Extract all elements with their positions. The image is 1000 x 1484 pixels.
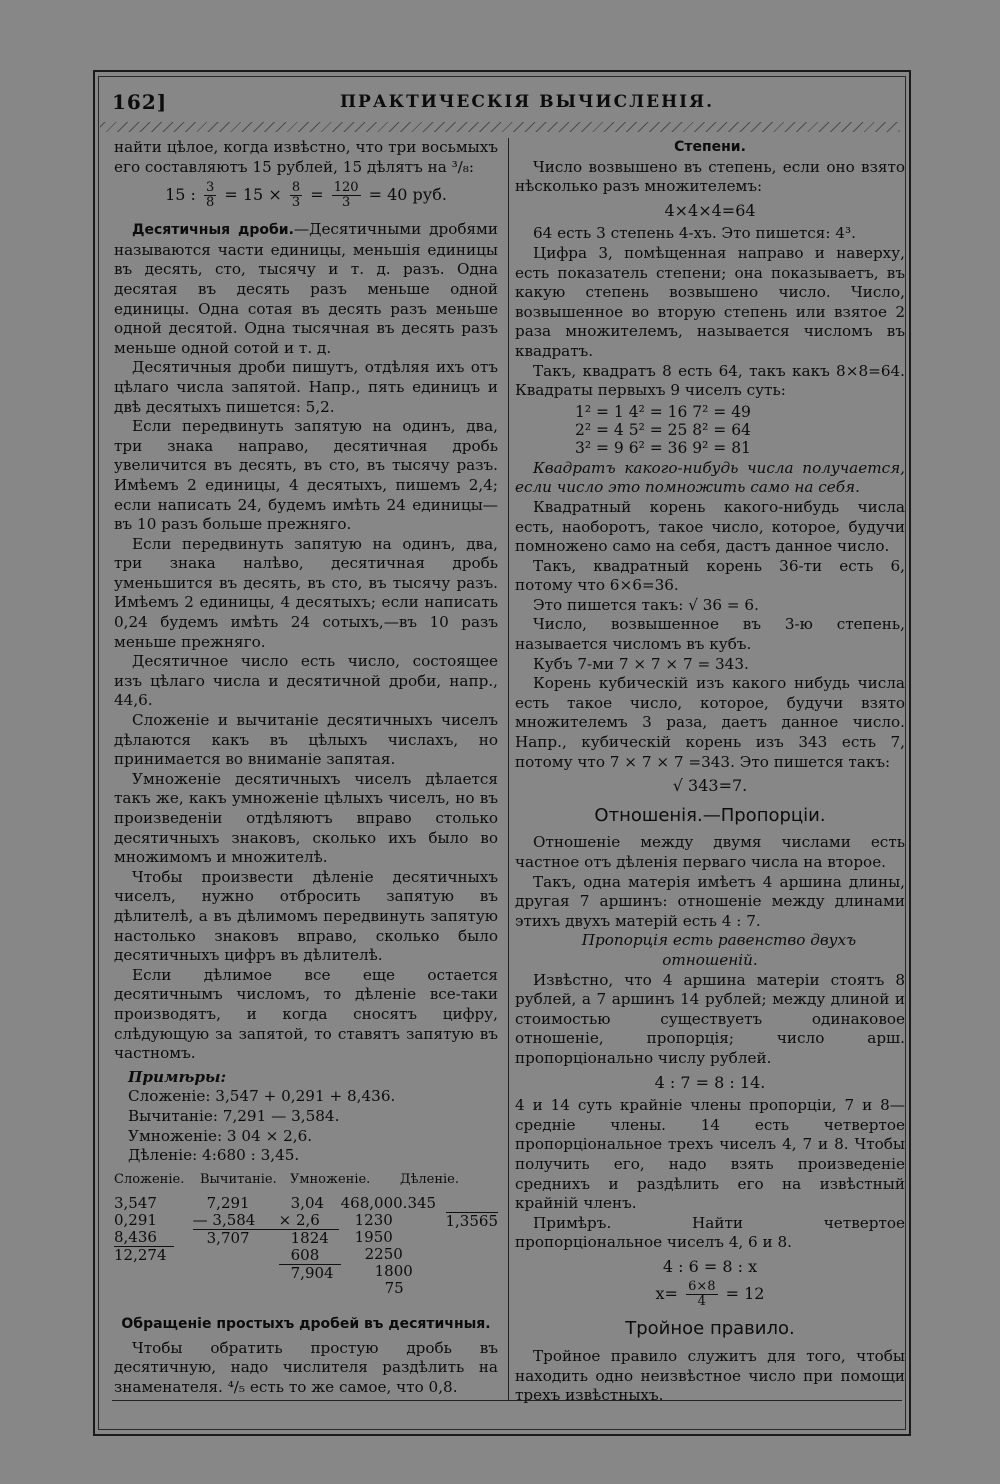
- paragraph: 4 и 14 суть крайніе члены пропорціи, 7 и 8—средніе члены. 14 есть четвертое пропорціональное трехъ чиселъ 4, 7 и 8. Чтобы получить его, надо взять произведеніе среднихъ и раздѣлить его на извѣстный крайній членъ.: [515, 1096, 905, 1213]
- subtraction-value: 7,291: [206, 1194, 250, 1213]
- division-quotient: 1,3565: [445, 1212, 498, 1231]
- addition-sum: 12,274: [114, 1246, 167, 1265]
- numerator: 3: [206, 180, 215, 196]
- multiplication-value: 3,04: [290, 1194, 325, 1213]
- formula-part: 15 :: [165, 185, 196, 205]
- section-heading: Десятичныя дроби.: [132, 222, 294, 239]
- paragraph: Квадратъ какого-нибудь числа получается, если число это помножить само на себя.: [515, 458, 905, 497]
- squares-row: 1² = 1 4² = 16 7² = 49: [575, 402, 751, 421]
- addition-value: 0,291: [114, 1211, 157, 1230]
- decimal-paragraph: [114, 220, 498, 358]
- paragraph: Если дѣлимое все еще остается десятичнымъ числомъ, то дѣленіе все-таки производятъ, и когда сносятъ цифру, слѣдующую за запятой, то ставятъ запятую въ частномъ.: [114, 965, 498, 1063]
- page-number: 162]: [112, 90, 168, 114]
- paragraph: Чтобы обратить простую дробь въ десятичную, надо числителя раздѣлить на знаменателя. ⁴/₅ есть то же самое, что 0,8.: [114, 1338, 498, 1397]
- multiplication-column: [279, 1195, 341, 1297]
- formula: [515, 1280, 905, 1309]
- fraction: [204, 181, 216, 210]
- division-quotient-column: [446, 1195, 499, 1297]
- paragraph: 64 есть 3 степень 4-хъ. Это пишется: 4³.: [533, 224, 856, 243]
- formula: √ 343=7.: [672, 776, 748, 796]
- paragraph: Число, возвышенное въ 3-ю степень, называется числомъ въ кубъ.: [515, 615, 905, 654]
- example-line: Дѣленіе: 4:680 : 3,45.: [128, 1146, 300, 1165]
- conversion-heading: Обращеніе простыхъ дробей въ десятичныя.: [121, 1316, 491, 1333]
- division-remainder: 2250: [364, 1245, 403, 1264]
- subtraction-column: [193, 1195, 279, 1297]
- example-line: Сложеніе: 3,547 + 0,291 + 8,436.: [128, 1087, 396, 1106]
- paragraph: Десятичныя дроби пишутъ, отдѣляя ихъ отъ цѣлаго числа запятой. Напр., пять единицъ и двѣ десятыхъ пишется: 5,2.: [114, 358, 498, 416]
- division-column: [341, 1195, 446, 1297]
- denominator: 3: [341, 195, 351, 211]
- paragraph: Такъ, одна матерія имѣетъ 4 аршина длины, другая 7 аршинъ: отношеніе между длинами этихъ двухъ матерій есть 4 : 7.: [515, 872, 905, 930]
- arith-heading: Дѣленіе.: [400, 1171, 460, 1187]
- squares-table: [575, 403, 905, 457]
- ornamental-rule: [100, 122, 900, 132]
- multiplication-partial: 1824: [290, 1229, 329, 1248]
- multiplication-partial: 608: [279, 1247, 341, 1265]
- examples-heading: Примѣры:: [128, 1067, 227, 1086]
- multiplication-value: × 2,6: [279, 1212, 339, 1230]
- division-remainder: 1230: [354, 1211, 393, 1230]
- division-dividend: 468,000.345: [340, 1194, 437, 1213]
- multiplication-product: 7,904: [290, 1264, 334, 1283]
- addition-value: 3,547: [114, 1194, 157, 1213]
- left-column: [114, 138, 498, 1398]
- squares-row: 3² = 9 6² = 36 9² = 81: [575, 438, 751, 457]
- paragraph: Число возвышено въ степень, если оно взято нѣсколько разъ множителемъ:: [515, 157, 905, 196]
- examples-list: [128, 1087, 498, 1165]
- paragraph: Извѣстно, что 4 аршина матеріи стоятъ 8 рублей, а 7 аршинъ 14 рублей; между длиной и стоимостью существуетъ одинаковое отношеніе, пропорція; число арш. пропорціонально числу рублей.: [515, 970, 905, 1067]
- arithmetic-examples: [114, 1195, 498, 1297]
- paragraph: Цифра 3, помѣщенная направо и наверху, есть показатель степени; она показываетъ, въ какую степень возвышено число. Число, возвышенное во вторую степень или взятое 2 раза множителемъ, называется числомъ въ квадратъ.: [515, 243, 905, 360]
- formula-part: = 12: [725, 1284, 765, 1304]
- formula: 4 : 6 = 8 : x: [662, 1256, 758, 1276]
- denominator: 8: [206, 195, 215, 211]
- paragraph: Корень кубическій изъ какого нибудь числа есть такое число, которое, будучи взято множителемъ 3 раза, даетъ данное число. Напр., кубическій корень изъ 343 есть 7, потому что 7 × 7 × 7 =343. Это пишется такъ:: [515, 674, 905, 771]
- squares-row: 2² = 4 5² = 25 8² = 64: [575, 420, 751, 439]
- formula: 4 : 7 = 8 : 14.: [654, 1072, 766, 1092]
- paragraph: Квадратный корень какого-нибудь числа есть, наоборотъ, такое число, которое, будучи помножено само на себя, дастъ данное число.: [515, 497, 905, 556]
- rule-of-three-heading: Тройное правило.: [625, 1318, 795, 1340]
- subtraction-result: 3,707: [206, 1229, 250, 1248]
- intro-text: найти цѣлое, когда извѣстно, что три восьмыхъ его составляютъ 15 рублей, 15 дѣлятъ на ³/₈:: [114, 138, 498, 176]
- paragraph: Такъ, квадратный корень 36-ти есть 6, потому что 6×6=36.: [515, 556, 905, 595]
- example-line: Вычитаніе: 7,291 — 3,584.: [128, 1106, 340, 1125]
- paragraph: Если передвинуть запятую на одинъ, два, три знака налѣво, десятичная дробь уменьшится въ десять, въ сто, въ тысячу разъ. Имѣемъ 2 единицы, 4 десятыхъ; если написать 0,24 будемъ имѣть 24 сотыхъ,—въ 10 разъ меньше прежняго.: [114, 534, 498, 651]
- paragraph: Это пишется такъ: √ 36 = 6.: [533, 595, 759, 614]
- paragraph: Сложеніе и вычитаніе десятичныхъ чиселъ дѣлаются какъ въ цѣлыхъ числахъ, но принимается во вниманіе запятая.: [114, 711, 498, 769]
- fraction-formula: [114, 181, 498, 210]
- denominator: 3: [291, 195, 301, 211]
- paragraph: Такъ, квадратъ 8 есть 64, такъ какъ 8×8=64. Квадраты первыхъ 9 чиселъ суть:: [515, 361, 905, 400]
- running-head: ПРАКТИЧЕСКІЯ ВЫЧИСЛЕНІЯ.: [340, 92, 715, 112]
- division-remainder: 75: [384, 1279, 404, 1298]
- arithmetic-headings: [114, 1170, 498, 1190]
- numerator: 120: [333, 180, 359, 196]
- right-column: [515, 138, 905, 1406]
- addition-column: [114, 1195, 193, 1297]
- arith-heading: Умноженіе.: [290, 1171, 371, 1187]
- arith-heading: Вычитаніе.: [200, 1171, 277, 1187]
- formula: 4×4×4=64: [664, 200, 756, 220]
- fraction: [290, 181, 302, 210]
- paragraph: Пропорція есть равенство двухъ отношеній.: [581, 931, 857, 969]
- paragraph: Умноженіе десятичныхъ чиселъ дѣлается такъ же, какъ умноженіе цѣлыхъ чиселъ, но въ произведеніи отдѣляютъ вправо столько десятичныхъ знаковъ, сколько ихъ было во множимомъ и множителѣ.: [114, 769, 498, 867]
- division-remainder: 1800: [374, 1262, 413, 1281]
- numerator: 6×8: [688, 1279, 716, 1295]
- formula-part: = 40 руб.: [368, 185, 447, 205]
- numerator: 8: [291, 180, 301, 196]
- formula-part: x=: [655, 1284, 678, 1304]
- formula-part: =: [310, 185, 324, 205]
- paragraph: Чтобы произвести дѣленіе десятичныхъ чиселъ, нужно отбросить запятую въ дѣлителѣ, а въ дѣлимомъ передвинуть запятую настолько знаковъ вправо, сколько было десятичныхъ цифръ въ дѣлителѣ.: [114, 867, 498, 965]
- column-divider: [508, 138, 509, 1400]
- paragraph: Тройное правило служитъ для того, чтобы находить одно неизвѣстное число при помощи трехъ извѣстныхъ.: [515, 1347, 905, 1405]
- subtraction-value: — 3,584: [193, 1212, 279, 1230]
- division-remainder: 1950: [354, 1228, 393, 1247]
- fraction: [332, 181, 361, 210]
- paragraph: Кубъ 7-ми 7 × 7 × 7 = 343.: [533, 654, 749, 673]
- fraction: [686, 1280, 717, 1309]
- powers-heading: Степени.: [674, 139, 746, 155]
- paragraph: Десятичное число есть число, состоящее изъ цѣлаго числа и десятичной дроби, напр., 44,6.: [114, 652, 498, 710]
- paragraph: Примѣръ. Найти четвертое пропорціональное чиселъ 4, 6 и 8.: [515, 1213, 905, 1252]
- ratios-heading: Отношенія.—Пропорціи.: [594, 804, 826, 826]
- addition-value: 8,436: [114, 1229, 174, 1247]
- example-line: Умноженіе: 3 04 × 2,6.: [128, 1126, 313, 1145]
- arith-heading: Сложеніе.: [114, 1171, 185, 1187]
- formula-part: = 15 ×: [224, 185, 282, 205]
- denominator: 4: [697, 1294, 706, 1310]
- paragraph: Если передвинуть запятую на одинъ, два, три знака направо, десятичная дробь увеличится въ десять, въ сто, въ тысячу разъ. Имѣемъ 2 единицы, 4 десятыхъ, пишемъ 2,4; если написать 24, будемъ имѣть 24 единицы—въ 10 разъ больше прежняго.: [114, 417, 498, 534]
- paragraph: Отношеніе между двумя числами есть частное отъ дѣленія перваго числа на второе.: [515, 833, 905, 871]
- paragraph-text: —Десятичными дробями называются части единицы, меньшія единицы въ десять, сто, тысячу и т. д. разъ. Одна десятая въ десять разъ меньше одной единицы. Одна сотая въ десять разъ меньше одной десятой. Одна тысячная въ десять разъ меньше одной сотой и т. д.: [114, 220, 498, 357]
